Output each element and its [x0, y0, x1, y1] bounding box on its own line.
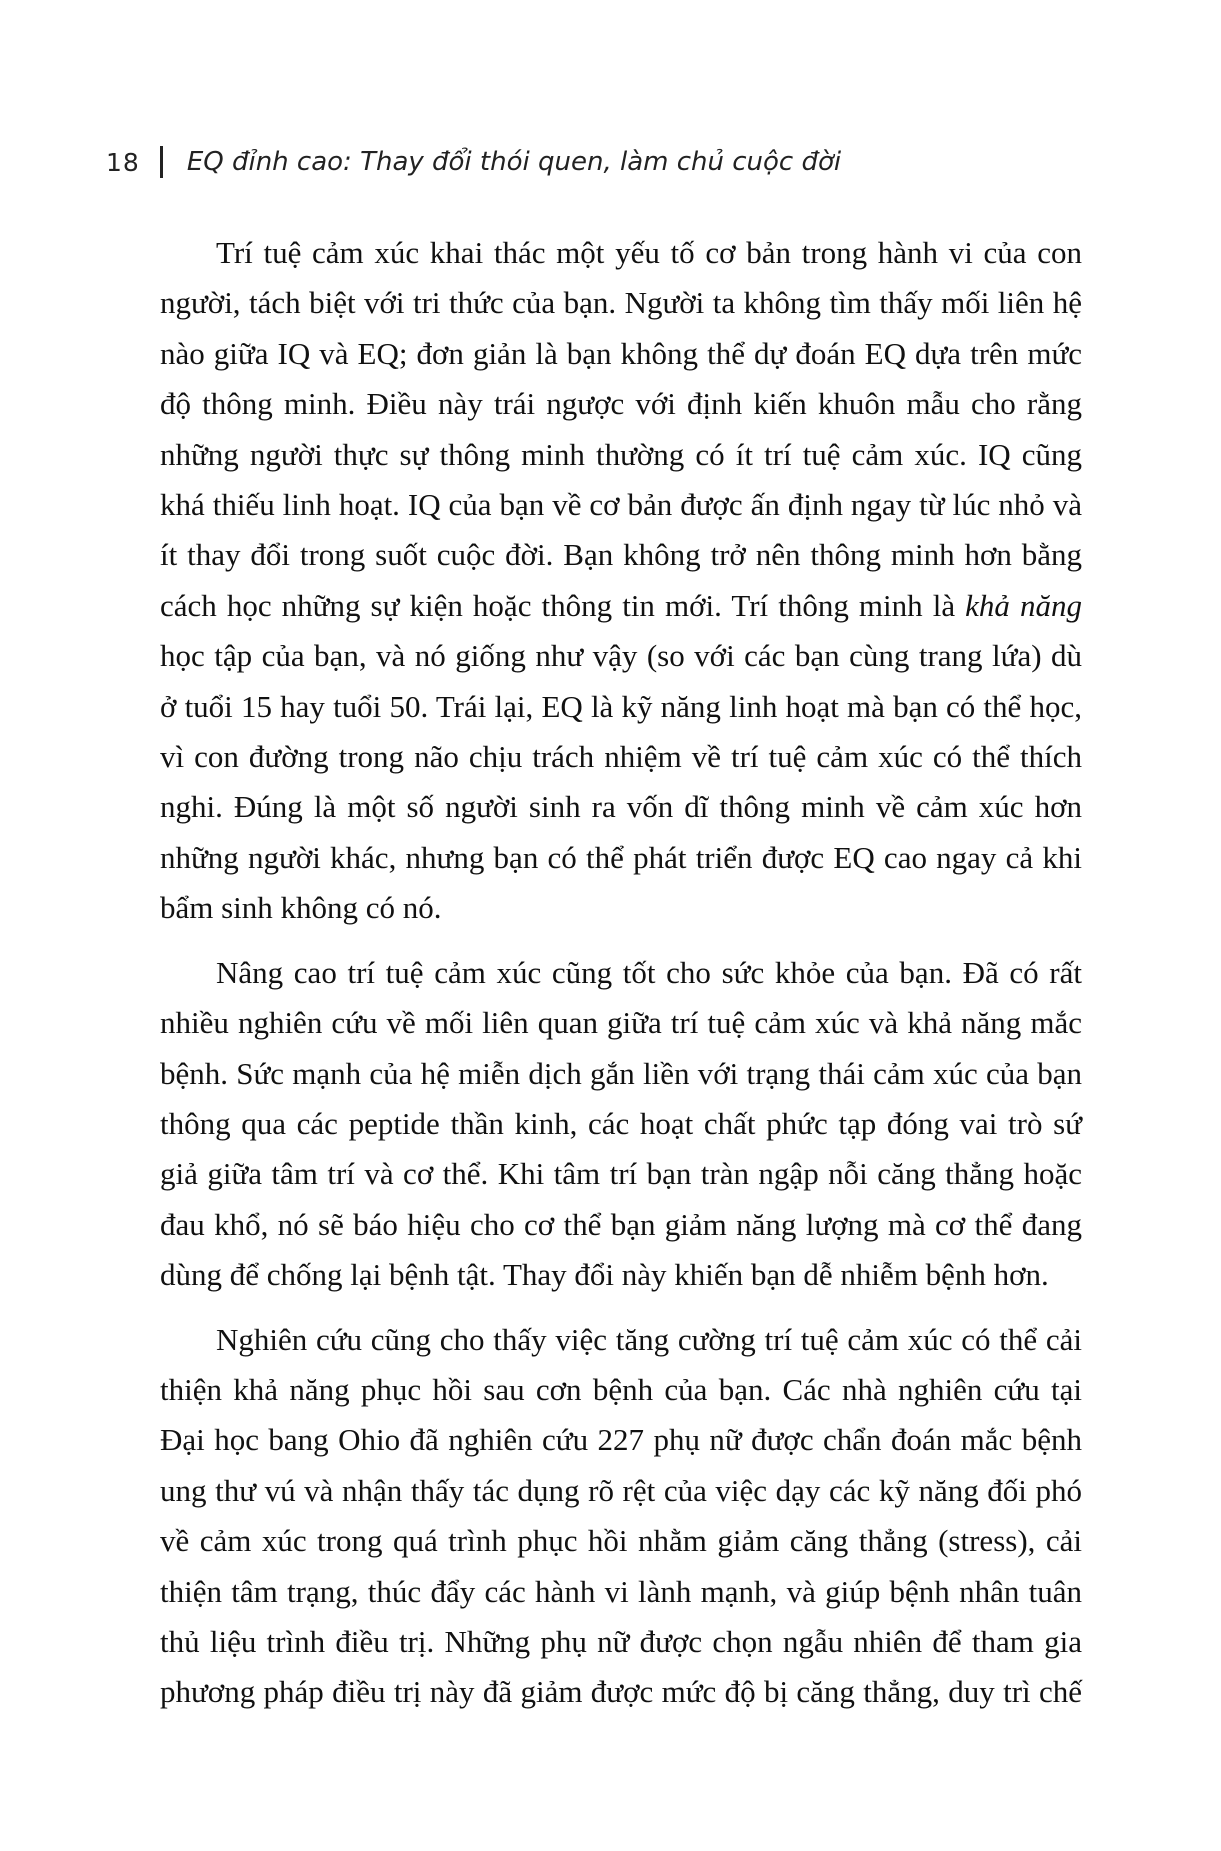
text-line-with-emphasis: [160, 581, 1082, 631]
text-line: thủ liệu trình điều trị. Những phụ nữ được chọn ngẫu nhiên để tham gia: [160, 1623, 1082, 1659]
text-line: nghi. Đúng là một số người sinh ra vốn dĩ thông minh về cảm xúc hơn: [160, 789, 1082, 825]
running-header: [106, 142, 841, 182]
text-line: bệnh. Sức mạnh của hệ miễn dịch gắn liền với trạng thái cảm xúc của bạn: [160, 1055, 1082, 1091]
text-line: ung thư vú và nhận thấy tác dụng rõ rệt của việc dạy các kỹ năng đối phó: [160, 1472, 1082, 1508]
text-line: độ thông minh. Điều này trái ngược với định kiến khuôn mẫu cho rằng: [160, 386, 1082, 422]
text-line: những người khác, nhưng bạn có thể phát triển được EQ cao ngay cả khi: [160, 839, 1082, 875]
text-line: dùng để chống lại bệnh tật. Thay đổi này khiến bạn dễ nhiễm bệnh hơn.: [160, 1257, 1049, 1293]
text-line: Nâng cao trí tuệ cảm xúc cũng tốt cho sức khỏe của bạn. Đã có rất: [216, 954, 1082, 990]
paragraph-2: [160, 948, 1082, 1301]
text-line: khá thiếu linh hoạt. IQ của bạn về cơ bản được ấn định ngay từ lúc nhỏ và: [160, 487, 1082, 523]
paragraph-3: [160, 1315, 1082, 1718]
text-line: thiện tâm trạng, thúc đẩy các hành vi lành mạnh, và giúp bệnh nhân tuân: [160, 1573, 1082, 1609]
text-line: thiện khả năng phục hồi sau cơn bệnh của bạn. Các nhà nghiên cứu tại: [160, 1371, 1082, 1407]
text-line: nhiều nghiên cứu về mối liên quan giữa trí tuệ cảm xúc và khả năng mắc: [160, 1005, 1082, 1041]
book-title: EQ đỉnh cao: Thay đổi thói quen, làm chủ cuộc đời: [186, 147, 842, 177]
text-line: những người thực sự thông minh thường có ít trí tuệ cảm xúc. IQ cũng: [160, 436, 1082, 472]
text-line: giả giữa tâm trí và cơ thể. Khi tâm trí bạn tràn ngập nỗi căng thẳng hoặc: [160, 1156, 1082, 1192]
text-line: ít thay đổi trong suốt cuộc đời. Bạn không trở nên thông minh hơn bằng: [160, 537, 1082, 573]
text-line: phương pháp điều trị này đã giảm được mức độ bị căng thẳng, duy trì chế: [160, 1674, 1082, 1710]
emphasis-phrase: khả năng: [965, 587, 1082, 623]
text-line: về cảm xúc trong quá trình phục hồi nhằm giảm căng thẳng (stress), cải: [160, 1523, 1082, 1559]
text-line-segment: cách học những sự kiện hoặc thông tin mới. Trí thông minh là: [160, 587, 966, 623]
text-line: đau khổ, nó sẽ báo hiệu cho cơ thể bạn giảm năng lượng mà cơ thể đang: [160, 1206, 1082, 1242]
text-line: bẩm sinh không có nó.: [160, 890, 442, 926]
page-number: 18: [106, 147, 140, 177]
header-divider: [160, 146, 163, 178]
text-line: Đại học bang Ohio đã nghiên cứu 227 phụ nữ được chẩn đoán mắc bệnh: [160, 1422, 1082, 1458]
text-line: thông qua các peptide thần kinh, các hoạt chất phức tạp đóng vai trò sứ: [160, 1105, 1082, 1141]
body-text: [160, 228, 1082, 1718]
text-line: học tập của bạn, và nó giống như vậy (so với các bạn cùng trang lứa) dù: [160, 638, 1082, 674]
text-line: ở tuổi 15 hay tuổi 50. Trái lại, EQ là kỹ năng linh hoạt mà bạn có thể học,: [160, 688, 1082, 724]
text-line: Nghiên cứu cũng cho thấy việc tăng cường trí tuệ cảm xúc có thể cải: [216, 1321, 1082, 1357]
text-line: người, tách biệt với tri thức của bạn. Người ta không tìm thấy mối liên hệ: [160, 285, 1082, 321]
text-line: vì con đường trong não chịu trách nhiệm về trí tuệ cảm xúc có thể thích: [160, 739, 1082, 775]
text-line: nào giữa IQ và EQ; đơn giản là bạn không thể dự đoán EQ dựa trên mức: [160, 335, 1082, 371]
text-line: Trí tuệ cảm xúc khai thác một yếu tố cơ bản trong hành vi của con: [216, 235, 1082, 270]
paragraph-1: [160, 228, 1082, 934]
